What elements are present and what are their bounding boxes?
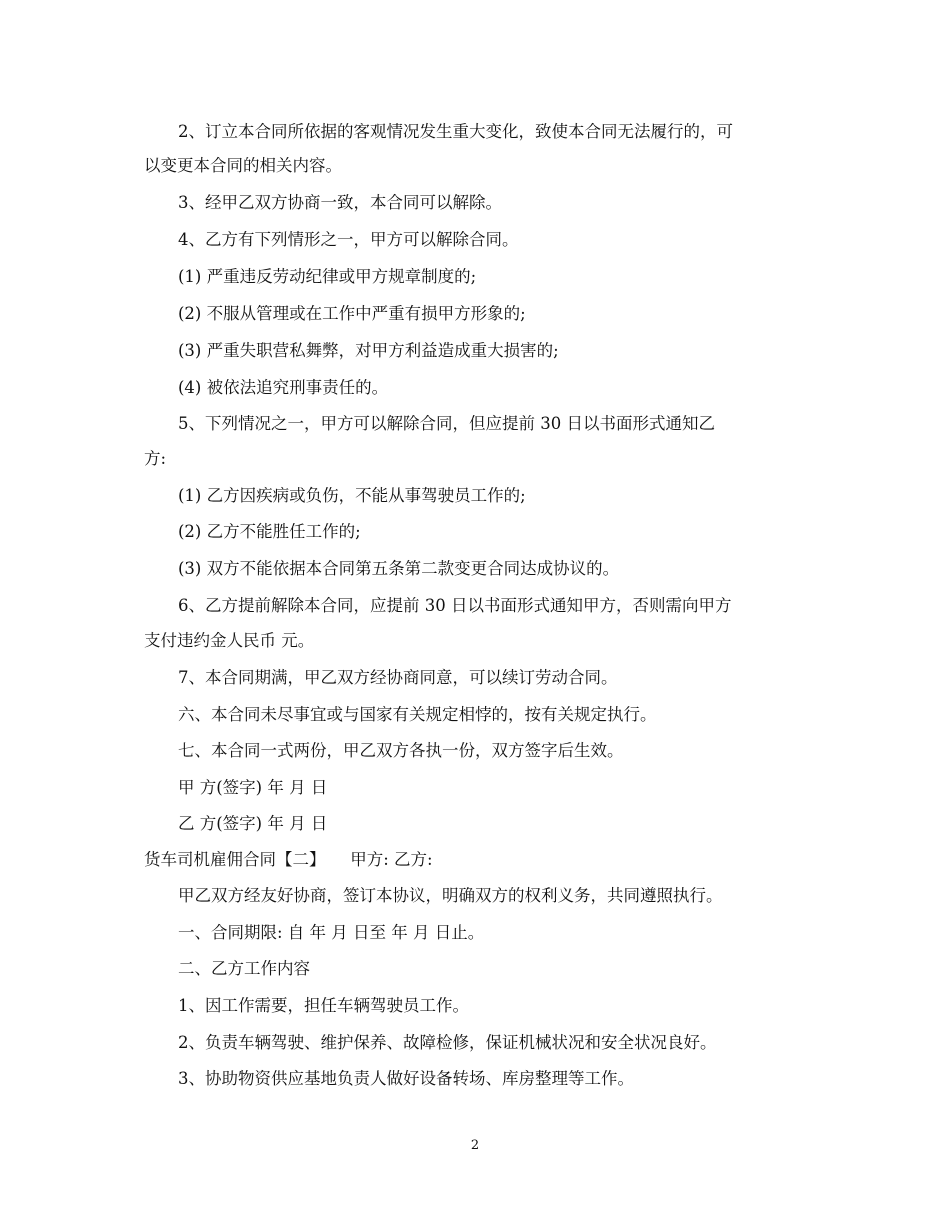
paragraph-line: 7、本合同期满，甲乙双方经协商同意，可以续订劳动合同。 — [178, 668, 618, 687]
page-number: 2 — [470, 1138, 480, 1153]
signature-line-party-b: 乙 方(签字) 年 月 日 — [178, 814, 328, 833]
list-item: (3) 双方不能依据本合同第五条第二款变更合同达成协议的。 — [178, 559, 620, 578]
list-item: 3、协助物资供应基地负责人做好设备转场、库房整理等工作。 — [178, 1069, 634, 1088]
paragraph-line: 2、订立本合同所依据的客观情况发生重大变化，致使本合同无法履行的，可 — [178, 122, 733, 141]
section-heading: 二、乙方工作内容 — [178, 959, 310, 978]
contract-heading: 货车司机雇佣合同【二】 甲方: 乙方: — [144, 850, 433, 869]
list-item: 1、因工作需要，担任车辆驾驶员工作。 — [178, 996, 469, 1015]
list-item: (2) 不服从管理或在工作中严重有损甲方形象的; — [178, 304, 526, 323]
paragraph-line: 3、经甲乙双方协商一致，本合同可以解除。 — [178, 193, 502, 212]
paragraph-line: 5、下列情况之一，甲方可以解除合同，但应提前 30 日以书面形式通知乙 — [178, 414, 715, 433]
list-item: 2、负责车辆驾驶、维护保养、故障检修，保证机械状况和安全状况良好。 — [178, 1033, 717, 1052]
list-item: (1) 乙方因疾病或负伤，不能从事驾驶员工作的; — [178, 486, 526, 505]
list-item: (2) 乙方不能胜任工作的; — [178, 522, 361, 541]
paragraph-line: 方: — [144, 449, 167, 468]
paragraph-line: 一、合同期限: 自 年 月 日至 年 月 日止。 — [178, 923, 485, 942]
signature-line-party-a: 甲 方(签字) 年 月 日 — [178, 778, 328, 797]
list-item: (1) 严重违反劳动纪律或甲方规章制度的; — [178, 267, 477, 286]
paragraph-line: 6、乙方提前解除本合同，应提前 30 日以书面形式通知甲方，否则需向甲方 — [178, 596, 732, 615]
paragraph-line: 七、本合同一式两份，甲乙双方各执一份，双方签字后生效。 — [178, 741, 624, 760]
list-item: (3) 严重失职营私舞弊，对甲方利益造成重大损害的; — [178, 341, 559, 360]
list-item: (4) 被依法追究刑事责任的。 — [178, 378, 389, 397]
paragraph-line: 以变更本合同的相关内容。 — [144, 156, 342, 175]
paragraph-line: 甲乙双方经友好协商，签订本协议，明确双方的权利义务，共同遵照执行。 — [178, 886, 723, 905]
paragraph-line: 六、本合同未尽事宜或与国家有关规定相悖的，按有关规定执行。 — [178, 705, 657, 724]
paragraph-line: 4、乙方有下列情形之一，甲方可以解除合同。 — [178, 230, 519, 249]
paragraph-line: 支付违约金人民币 元。 — [144, 631, 315, 650]
